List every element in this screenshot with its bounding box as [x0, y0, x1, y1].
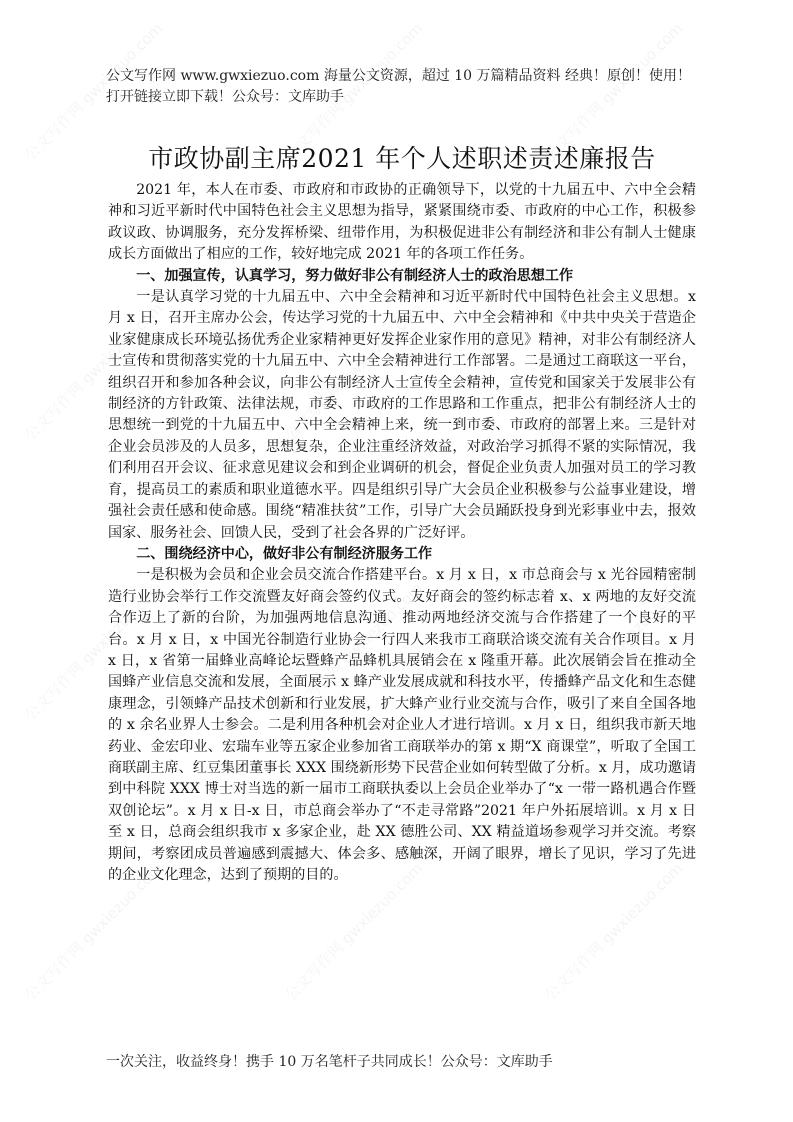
- section-body-2: 一是积极为会员和企业会员交流合作搭建平台。x 月 x 日，x 市总商会与 x 光谷园精密制造行业协会举行工作交流暨友好商会签约仪式。友好商会的签约标志着 x、x 两地的友好交流合作迈上了新的台阶，为加强两地信息沟通、推动两地经济交流与合作搭建了一个良好的平台。x 月 x 日，x 中国光谷制造行业协会一行四人来我市工商联洽谈交流有关合作项目。x 月 x 日，x 省第一届蜂业高峰论坛暨蜂产品蜂机具展销会在 x 隆重开幕。此次展销会旨在推动全国蜂产业信息交流和发展，全面展示 x 蜂产业发展成就和科技水平，传播蜂产品文化和生态健康理念，引领蜂产品技术创新和行业发展，扩大蜂产业行业交流与合作，吸引了来自全国各地的 x 余名业界人士参会。二是利用各种机会对企业人才进行培训。x 月 x 日，组织我市新天地药业、金宏印业、宏瑞车业等五家企业参加省工商联举办的第 x 期“X 商课堂”，听取了全国工商联副主席、红豆集团董事长 XXX 围绕新形势下民营企业如何转型做了分析。x 月，成功邀请到中科院 XXX 博士对当选的新一届市工商联执委以上会员企业举办了“x 一带一路机遇合作暨双创论坛”。x 月 x 日-x 日，市总商会举办了“不走寻常路”2021 年户外拓展培训。x 月 x 日至 x 日，总商会组织我市 x 多家企业，赴 XX 德胜公司、XX 精益道场参观学习并交流。考察期间，考察团成员普遍感到震撼大、体会多、感触深，开阔了眼界，增长了见识，学习了先进的企业文化理念，达到了预期的目的。: [108, 567, 696, 883]
- watermark-text: 公文写作网 gwxiezuo.com: [541, 299, 687, 445]
- document-body: [108, 180, 696, 886]
- watermark-text: 公文写作网 gwxiezuo.com: [541, 859, 687, 1005]
- document-title: 市政协副主席2021 年个人述职述责述廉报告: [148, 144, 656, 173]
- section-heading-2: 二、围绕经济中心，做好非公有制经济服务工作: [136, 545, 433, 562]
- intro-paragraph: 2021 年，本人在市委、市政府和市政协的正确领导下，以党的十九届五中、六中全会精神和习近平新时代中国特色社会主义思想为指导，紧紧围绕市委、市政府的中心工作，积极参政议政、协调服务，充分发挥桥梁、纽带作用，为积极促进非公有制经济和非公有制人士健康成长方面做出了相应的工作，较好地完成 2021 年的各项工作任务。: [108, 182, 696, 263]
- section-heading-1: 一、加强宣传，认真学习，努力做好非公有制经济人士的政治思想工作: [136, 267, 574, 284]
- watermark-text: 公文写作网 gwxiezuo.com: [281, 299, 427, 445]
- watermark-text: 公文写作网 gwxiezuo.com: [21, 299, 167, 445]
- watermark-text: 公文写作网 gwxiezuo.com: [21, 579, 167, 725]
- watermark-text: 公文写作网 gwxiezuo.com: [21, 859, 167, 1005]
- watermark-text: 公文写作网 gwxiezuo.com: [281, 19, 427, 165]
- watermark-text: 公文写作网 gwxiezuo.com: [21, 19, 167, 165]
- header-promo-note: 公文写作网 www.gwxiezuo.com 海量公文资源，超过 10 万篇精品资料 经典！原创！使用！打开链接立即下载！公众号：文库助手: [106, 68, 691, 105]
- footer-promo-note: 一次关注，收益终身！携手 10 万名笔杆子共同成长！公众号：文库助手: [106, 1054, 553, 1070]
- section-body-1: 一是认真学习党的十九届五中、六中全会精神和习近平新时代中国特色社会主义思想。x 月 x 日，召开主席办公会，传达学习党的十九届五中、六中全会精神和《中共中央关于营造企业家健康成长环境弘扬优秀企业家精神更好发挥企业家作用的意见》精神，对非公有制经济人士宣传和贯彻落实党的十九届五中、六中全会精神进行工作部署。二是通过工商联这一平台，组织召开和参加各种会议，向非公有制经济人士宣传全会精神，宣传党和国家关于发展非公有制经济的方针政策、法律法规，市委、市政府的工作思路和工作重点，把非公有制经济人士的思想统一到党的十九届五中、六中全会精神上来，统一到市委、市政府的部署上来。三是针对企业会员涉及的人员多，思想复杂，企业注重经济效益，对政治学习抓得不紧的实际情况，我们利用召开会议、征求意见建议会和到企业调研的机会，督促企业负责人加强对员工的学习教育，提高员工的素质和职业道德水平。四是组织引导广大会员企业积极参与公益事业建设，增强社会责任感和使命感。围绕“精准扶贫”工作，引导广大会员踊跃投身到光彩事业中去，报效国家、服务社会、回馈人民，受到了社会各界的广泛好评。: [108, 289, 696, 541]
- watermark-text: 公文写作网 gwxiezuo.com: [281, 859, 427, 1005]
- watermark-text: 公文写作网 gwxiezuo.com: [541, 19, 687, 165]
- watermark-text: 公文写作网 gwxiezuo.com: [281, 579, 427, 725]
- watermark-text: 公文写作网 gwxiezuo.com: [541, 579, 687, 725]
